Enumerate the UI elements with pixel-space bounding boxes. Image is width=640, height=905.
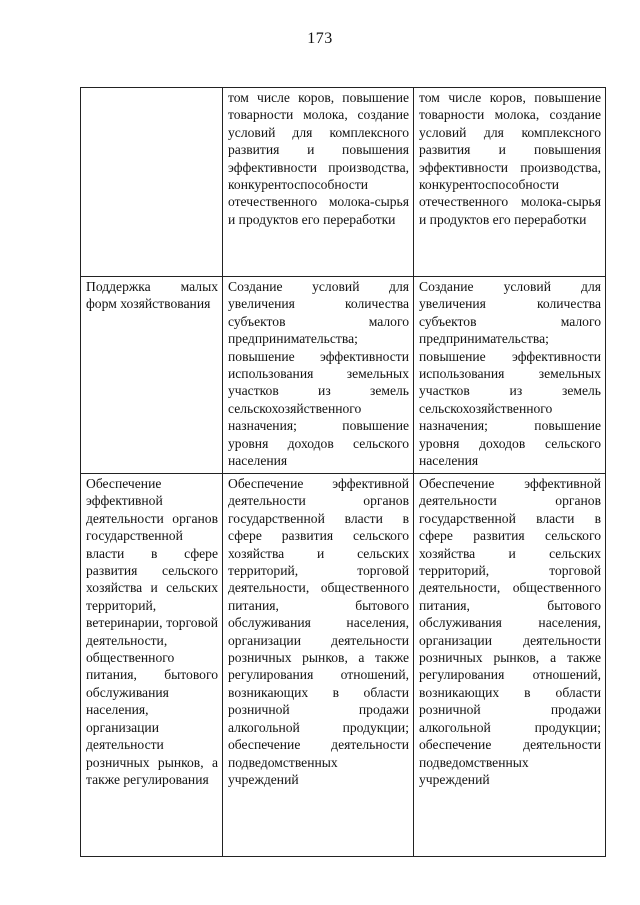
table-cell-goals-current: том числе коров, повышение товарности молока, создание условий для комплексного развития и повышения эффективности производства, конкурентоспособности отечественного молока-сырья и продуктов его переработки <box>223 88 414 277</box>
table-row <box>81 474 606 857</box>
table-cell-area: Поддержка малых форм хозяйствования <box>81 277 223 474</box>
document-table <box>80 87 606 857</box>
table-cell-goals-current: Обеспечение эффективной деятельности органов государственной власти в сфере развития сельского хозяйства и сельских территорий, торговой деятельности, общественного питания, бытового обслуживания населения, организации деятельности розничных рынков, а также регулирования отношений, возникающих в области розничной продажи алкогольной продукции; обеспечение деятельности подведомственных учреждений <box>223 474 414 857</box>
page-number: 173 <box>307 30 333 47</box>
table-row <box>81 277 606 474</box>
table-cell-goals-new: Обеспечение эффективной деятельности органов государственной власти в сфере развития сельского хозяйства и сельских территорий, торговой деятельности, общественного питания, бытового обслуживания населения, организации деятельности розничных рынков, а также регулирования отношений, возникающих в области розничной продажи алкогольной продукции; обеспечение деятельности подведомственных учреждений <box>414 474 606 857</box>
table-cell-goals-current: Создание условий для увеличения количества субъектов малого предпринимательства; повышение эффективности использования земельных участков из земель сельскохозяйственного назначения; повышение уровня доходов сельского населения <box>223 277 414 474</box>
table-cell-area: Обеспечение эффективной деятельности органов государственной власти в сфере развития сельского хозяйства и сельских территорий, ветеринарии, торговой деятельности, общественного питания, бытового обслуживания населения, организации деятельности розничных рынков, а также регулирования <box>81 474 223 857</box>
table-cell-area <box>81 88 223 277</box>
table-row <box>81 88 606 277</box>
table-cell-goals-new: Создание условий для увеличения количества субъектов малого предпринимательства; повышение эффективности использования земельных участков из земель сельскохозяйственного назначения; повышение уровня доходов сельского населения <box>414 277 606 474</box>
table-cell-goals-new: том числе коров, повышение товарности молока, создание условий для комплексного развития и повышения эффективности производства, конкурентоспособности отечественного молока-сырья и продуктов его переработки <box>414 88 606 277</box>
